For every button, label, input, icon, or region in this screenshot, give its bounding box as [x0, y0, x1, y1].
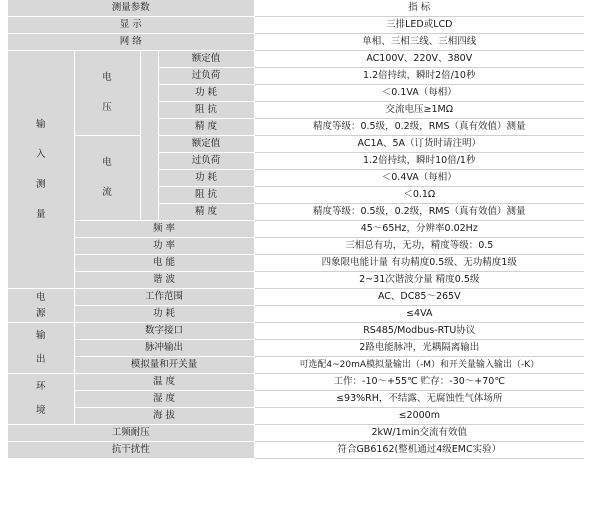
- current-accuracy-label: 精 度: [158, 204, 254, 221]
- digital-interface-label: 数字接口: [74, 323, 254, 340]
- table-row: [8, 357, 584, 374]
- network-value: 单相、三相三线、三相四线: [254, 34, 584, 51]
- power-group-label: 电 源: [8, 289, 74, 323]
- temperature-label: 温 度: [74, 374, 254, 391]
- current-power-label: 功 耗: [158, 170, 254, 187]
- harmonic-label: 谐 波: [74, 272, 254, 289]
- display-label: 显 示: [8, 17, 254, 34]
- table-header-row: [8, 0, 584, 17]
- voltage-power-value: ＜0.1VA（每相）: [254, 85, 584, 102]
- current-rated-label: 额定值: [158, 136, 254, 153]
- energy-label: 电 能: [74, 255, 254, 272]
- table-row: [8, 289, 584, 306]
- table-row: [8, 374, 584, 391]
- table-row: [8, 17, 584, 34]
- analog-switch-value: 可选配4~20mA模拟量输出（-M）和开关量输入输出（-K）: [254, 357, 584, 374]
- withstand-label: 工频耐压: [8, 425, 254, 442]
- table-row: [8, 425, 584, 442]
- output-group-label: 输 出: [8, 323, 74, 374]
- table-row: [8, 391, 584, 408]
- table-row: [8, 51, 584, 68]
- temperature-value: 工作：-10～+55℃ 贮存：-30～+70℃: [254, 374, 584, 391]
- table-row: [8, 255, 584, 272]
- current-label: 电 流: [74, 136, 140, 221]
- table-row: [8, 323, 584, 340]
- voltage-accuracy-label: 精 度: [158, 119, 254, 136]
- altitude-label: 海 拔: [74, 408, 254, 425]
- voltage-impedance-value: 交流电压≥1MΩ: [254, 102, 584, 119]
- current-overload-label: 过负荷: [158, 153, 254, 170]
- voltage-accuracy-value: 精度等级：0.5级，0.2级，RMS（真有效值）测量: [254, 119, 584, 136]
- frequency-label: 频 率: [74, 221, 254, 238]
- voltage-rated-value: AC100V、220V、380V: [254, 51, 584, 68]
- digital-interface-value: RS485/Modbus-RTU协议: [254, 323, 584, 340]
- humidity-value: ≤93%RH，不结露、无腐蚀性气体场所: [254, 391, 584, 408]
- voltage-power-label: 功 耗: [158, 85, 254, 102]
- current-power-value: ＜0.4VA（每相）: [254, 170, 584, 187]
- humidity-label: 湿 度: [74, 391, 254, 408]
- power-measure-label: 功 率: [74, 238, 254, 255]
- table-row: [8, 238, 584, 255]
- energy-value: 四象限电能计量 有功精度0.5级、无功精度1级: [254, 255, 584, 272]
- input-group-label: 输 入 测 量: [8, 51, 74, 289]
- altitude-value: ≤2000m: [254, 408, 584, 425]
- table-row: [8, 306, 584, 323]
- voltage-label: 电 压: [74, 51, 140, 136]
- spec-table: [8, 0, 584, 459]
- spec-table-container: [8, 0, 584, 459]
- environment-group-label: 环 境: [8, 374, 74, 425]
- emc-label: 抗干扰性: [8, 442, 254, 459]
- power-range-label: 工作范围: [74, 289, 254, 306]
- display-value: 三排LED或LCD: [254, 17, 584, 34]
- table-row: [8, 34, 584, 51]
- table-row: [8, 408, 584, 425]
- current-overload-value: 1.2倍持续，瞬时10倍/1秒: [254, 153, 584, 170]
- analog-switch-label: 模拟量和开关量: [74, 357, 254, 374]
- table-row: [8, 340, 584, 357]
- power-consumption-label: 功 耗: [74, 306, 254, 323]
- network-label: 网 络: [8, 34, 254, 51]
- power-consumption-value: ≤4VA: [254, 306, 584, 323]
- table-row: [8, 442, 584, 459]
- power-measure-value: 三相总有功，无功，精度等级：0.5: [254, 238, 584, 255]
- table-row: [8, 221, 584, 238]
- current-rated-value: AC1A、5A（订货时请注明）: [254, 136, 584, 153]
- harmonic-value: 2~31次谐波分量 精度0.5级: [254, 272, 584, 289]
- withstand-value: 2kW/1min交流有效值: [254, 425, 584, 442]
- pulse-output-label: 脉冲输出: [74, 340, 254, 357]
- current-accuracy-value: 精度等级：0.5级，0.2级，RMS（真有效值）测量: [254, 204, 584, 221]
- emc-value: 符合GB6162(整机通过4级EMC实验）: [254, 442, 584, 459]
- voltage-rated-label: 额定值: [158, 51, 254, 68]
- voltage-impedance-label: 阻 抗: [158, 102, 254, 119]
- spacer-cell: [140, 51, 158, 221]
- power-range-value: AC、DC85～265V: [254, 289, 584, 306]
- frequency-value: 45～65Hz，分辨率0.02Hz: [254, 221, 584, 238]
- pulse-output-value: 2路电能脉冲，光耦隔离输出: [254, 340, 584, 357]
- table-row: [8, 136, 584, 153]
- current-impedance-value: ＜0.1Ω: [254, 187, 584, 204]
- voltage-overload-label: 过负荷: [158, 68, 254, 85]
- voltage-overload-value: 1.2倍持续，瞬时2倍/10秒: [254, 68, 584, 85]
- header-param: 测量参数: [8, 0, 254, 17]
- current-impedance-label: 阻 抗: [158, 187, 254, 204]
- table-row: [8, 272, 584, 289]
- header-spec: 指 标: [254, 0, 584, 17]
